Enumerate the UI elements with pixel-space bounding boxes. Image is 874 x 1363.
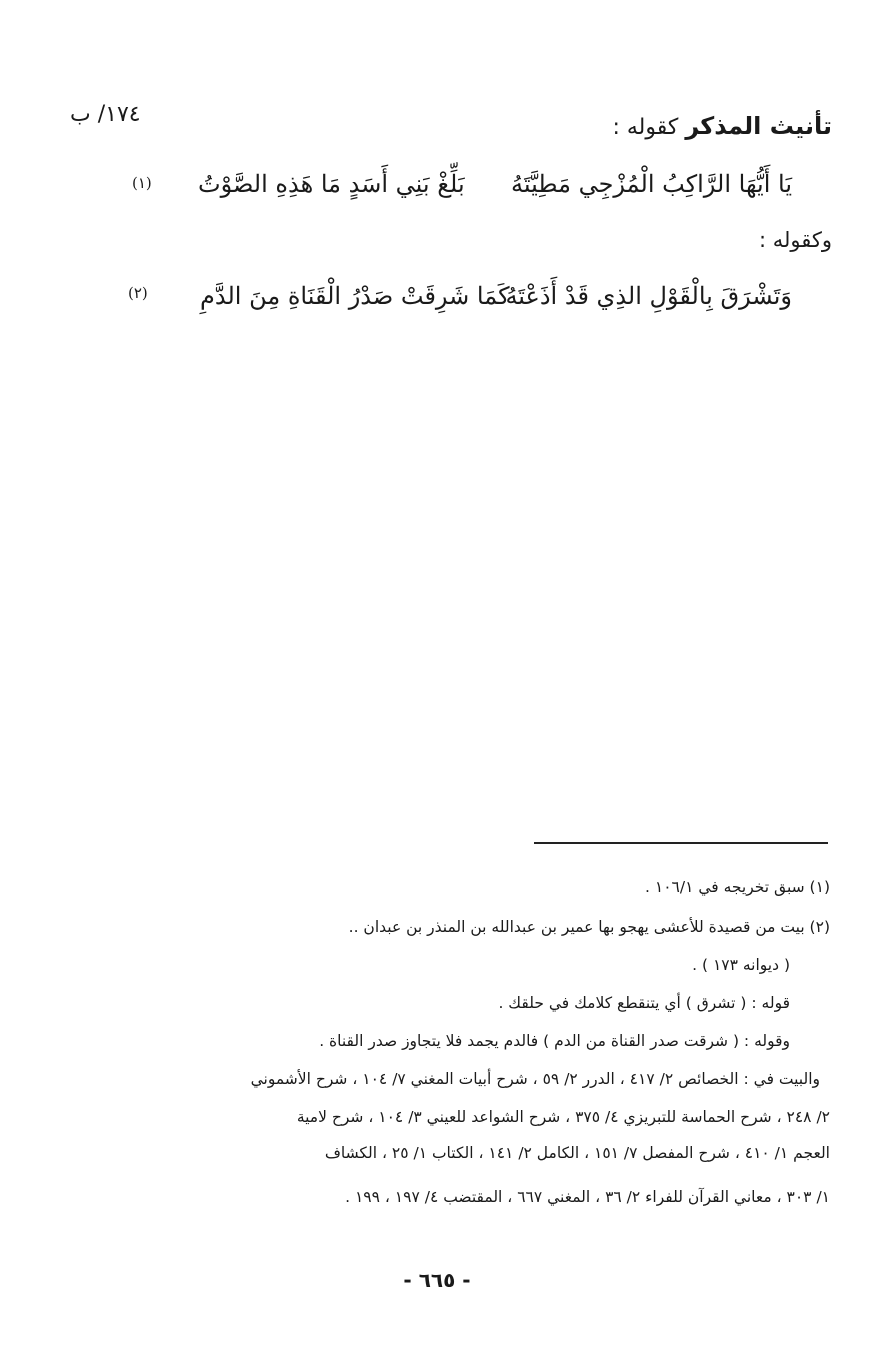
verse1-first-hemistich: يَا أَيُّهَا الرَّاكِبُ الْمُزْجِي مَطِيَّتَهُ bbox=[511, 170, 792, 198]
verse2-second-hemistich: كَمَا شَرِقَتْ صَدْرُ الْقَنَاةِ مِنَ الدَّمِ bbox=[200, 282, 510, 310]
footnote-2-sources-line2: ٢/ ٢٤٨ ، شرح الحماسة للتبريزي ٤/ ٣٧٥ ، شرح الشواعد للعيني ٣/ ١٠٤ ، شرح لامية bbox=[296, 1108, 830, 1126]
folio-reference: ١٧٤/ ب bbox=[70, 102, 141, 127]
heading-bold-term: تأنيث المذكر bbox=[685, 112, 832, 140]
footnote-2-sources-line3: العجم ١/ ٤١٠ ، شرح المفصل ٧/ ١٥١ ، الكامل ٢/ ١٤١ ، الكتاب ١/ ٢٥ ، الكشاف bbox=[324, 1144, 830, 1162]
verse1-second-hemistich: بَلِّغْ بَنِي أَسَدٍ مَا هَذِهِ الصَّوْتُ bbox=[198, 170, 465, 198]
footnote-1: (١) سبق تخريجه في ١٠٦/١ . bbox=[645, 878, 830, 896]
footnote-2-tashraq: قوله : ( تشرق ) أي يتنقطع كلامك في حلقك . bbox=[498, 994, 790, 1012]
footnote-2-diwan: ( ديوانه ١٧٣ ) . bbox=[692, 956, 790, 974]
and-his-saying: وكقوله : bbox=[758, 228, 832, 252]
heading-rest: كقوله : bbox=[612, 115, 686, 140]
verse2-footnote-mark: (٢) bbox=[128, 284, 148, 302]
section-heading bbox=[612, 112, 832, 140]
verse2-first-hemistich: وَتَشْرَقَ بِالْقَوْلِ الذِي قَدْ أَذَعْتَهُ bbox=[505, 282, 792, 310]
page-number: - ٦٦٥ - bbox=[403, 1268, 471, 1292]
footnote-2-sources-line4: ١/ ٣٠٣ ، معاني القرآن للفراء ٢/ ٣٦ ، المغني ٦٦٧ ، المقتضب ٤/ ١٩٧ ، ١٩٩ . bbox=[345, 1188, 830, 1206]
footnote-separator bbox=[534, 842, 828, 844]
footnote-2-sharaqat: وقوله : ( شرقت صدر القناة من الدم ) فالدم يجمد فلا يتجاوز صدر القناة . bbox=[319, 1032, 790, 1050]
footnote-2-sources-line1: والبيت في : الخصائص ٢/ ٤١٧ ، الدرر ٢/ ٥٩ ، شرح أبيات المغني ٧/ ١٠٤ ، شرح الأشموني bbox=[250, 1070, 820, 1088]
verse1-footnote-mark: (١) bbox=[132, 174, 152, 192]
footnote-2: (٢) بيت من قصيدة للأعشى يهجو بها عمير بن عبدالله بن المنذر بن عبدان .. bbox=[348, 918, 830, 936]
